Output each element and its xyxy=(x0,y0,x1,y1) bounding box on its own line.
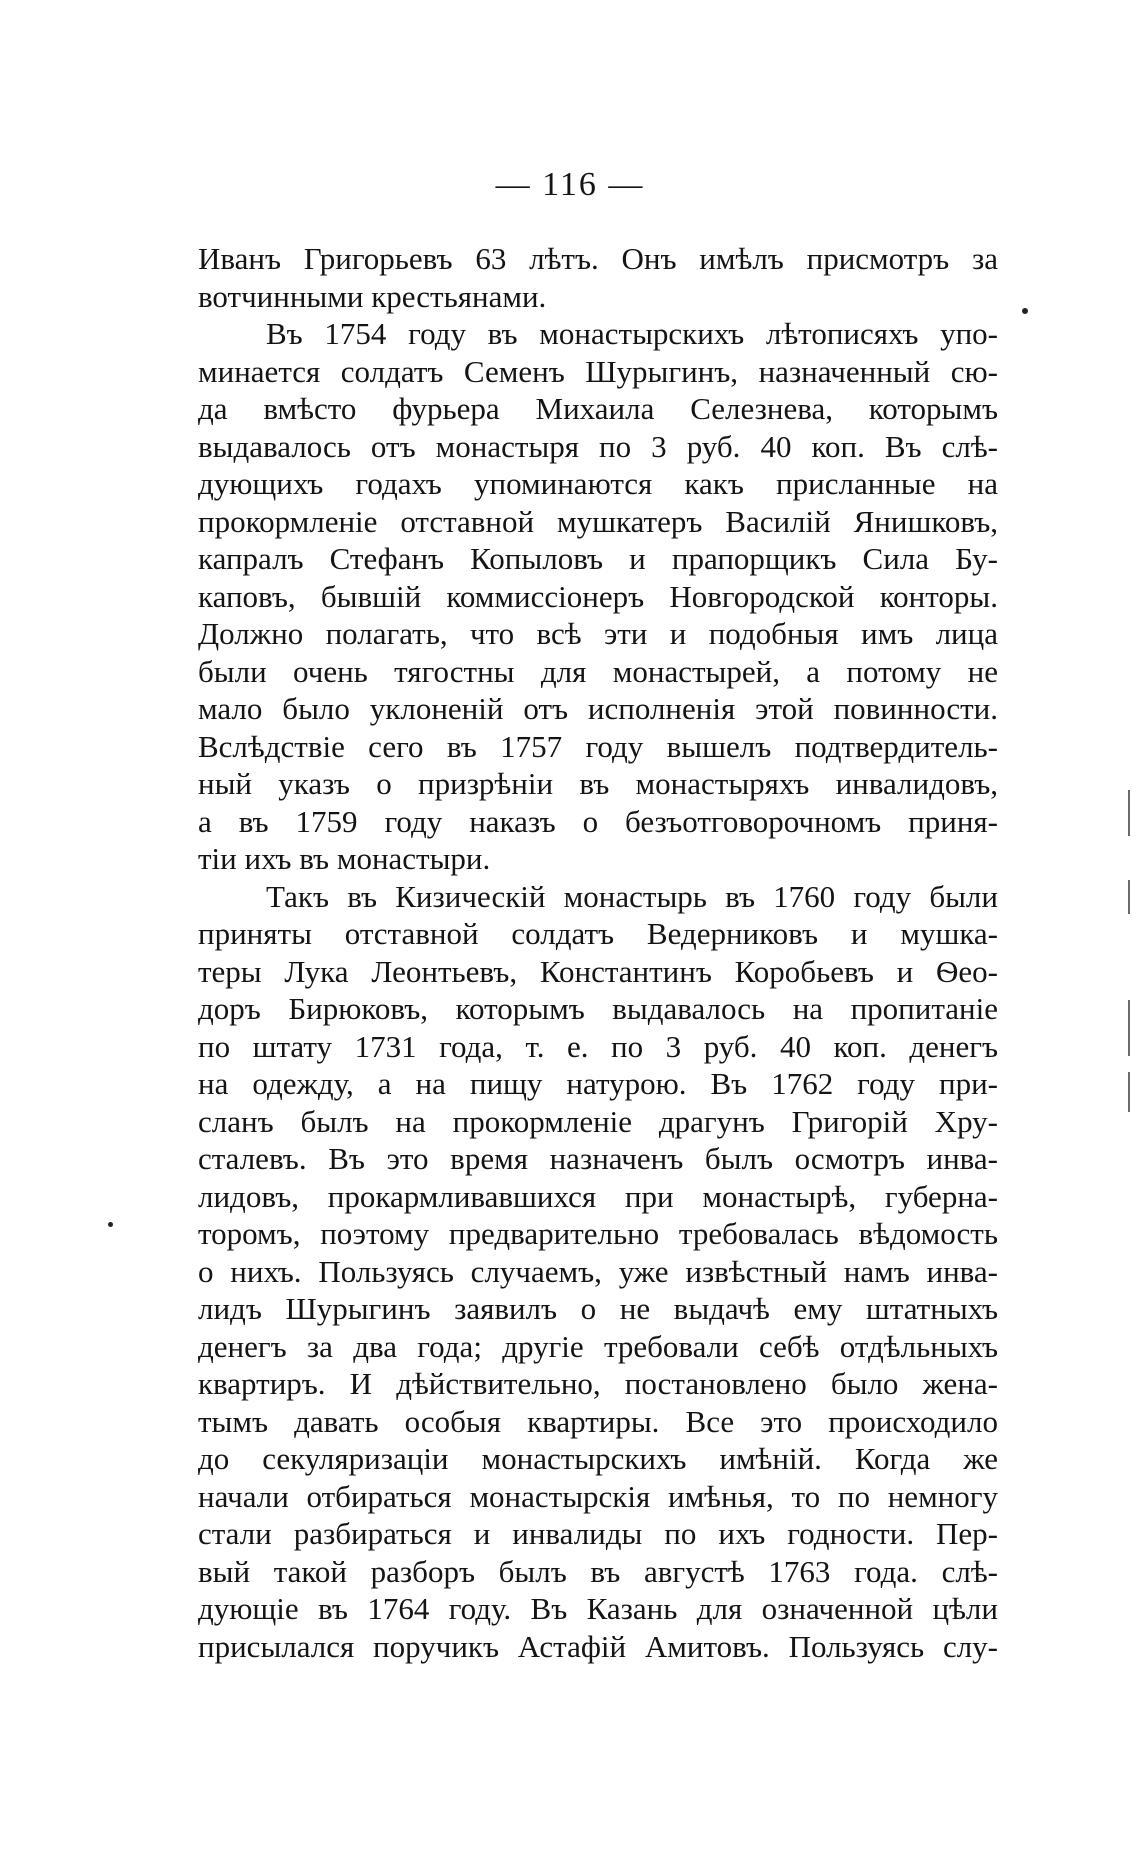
text-line: были очень тягостны для монастырей, а потому не xyxy=(198,653,998,689)
text-line: торомъ, поэтому предварительно требовалась вѣдомость xyxy=(198,1216,998,1251)
text-line: лидъ Шурыгинъ заявилъ о не выдачѣ ему штатныхъ xyxy=(198,1291,998,1326)
text-line: денегъ за два года; другіе требовали себѣ отдѣльныхъ xyxy=(198,1328,998,1364)
text-line: дующихъ годахъ упоминаются какъ присланные на xyxy=(198,466,998,501)
scan-edge-mark xyxy=(1128,1000,1130,1056)
text-line: квартиръ. И дѣйствительно, постановлено было жена- xyxy=(198,1366,998,1401)
text-line: дующіе въ 1764 году. Въ Казань для означенной цѣли xyxy=(198,1591,998,1626)
text-line: вый такой разборъ былъ въ августѣ 1763 года. слѣ- xyxy=(198,1553,998,1589)
scan-edge-mark xyxy=(1128,1072,1130,1112)
text-line: приняты отставной солдатъ Ведерниковъ и мушка- xyxy=(198,916,998,951)
text-line: тіи ихъ въ монастыри. xyxy=(198,841,491,876)
text-line: о нихъ. Пользуясь случаемъ, уже извѣстный намъ инва- xyxy=(198,1253,998,1289)
scan-speck xyxy=(1022,308,1028,314)
page-number: — 116 — xyxy=(495,166,645,203)
text-line: тымъ давать особыя квартиры. Все это происходило xyxy=(198,1403,998,1439)
text-line: ный указъ о призрѣніи въ монастыряхъ инвалидовъ, xyxy=(198,766,998,801)
text-line: стали разбираться и инвалиды по ихъ годности. Пер- xyxy=(198,1516,998,1551)
text-line: Должно полагать, что всѣ эти и подобныя имъ лица xyxy=(198,616,998,651)
text-line: на одежду, а на пищу натурою. Въ 1762 году при- xyxy=(198,1066,998,1101)
text-line: да вмѣсто фурьера Михаила Селезнева, которымъ xyxy=(198,391,998,426)
text-line: вотчинными крестьянами. xyxy=(198,278,547,314)
text-line: Вслѣдствіе сего въ 1757 году вышелъ подтвердитель- xyxy=(198,728,998,764)
text-line: мало было уклоненій отъ исполненія этой повинности. xyxy=(198,691,998,726)
text-line: каповъ, бывшій коммиссіонеръ Новгородской конторы. xyxy=(198,578,998,614)
text-line: минается солдатъ Семенъ Шурыгинъ, назначенный сю- xyxy=(198,353,998,389)
scan-speck xyxy=(108,1222,113,1227)
text-line: прокормленіе отставной мушкатеръ Василій Янишковъ, xyxy=(198,503,998,539)
paragraph-2 xyxy=(198,315,998,878)
text-line: начали отбираться монастырскія имѣнья, то по немногу xyxy=(198,1478,998,1514)
body-text xyxy=(198,240,998,1665)
text-line: выдавалось отъ монастыря по 3 руб. 40 коп. Въ слѣ- xyxy=(198,428,998,464)
text-line: сталевъ. Въ это время назначенъ былъ осмотръ инва- xyxy=(198,1141,998,1176)
text-line: Иванъ Григорьевъ 63 лѣтъ. Онъ имѣлъ присмотръ за xyxy=(198,241,998,276)
text-line: до секуляризаціи монастырскихъ имѣній. Когда же xyxy=(198,1441,998,1476)
paragraph-3 xyxy=(198,878,998,1666)
text-line: доръ Бирюковъ, которымъ выдавалось на пропитаніе xyxy=(198,991,998,1026)
text-line: капралъ Стефанъ Копыловъ и прапорщикъ Сила Бу- xyxy=(198,541,998,576)
text-line: лидовъ, прокармливавшихся при монастырѣ, губерна- xyxy=(198,1178,998,1214)
text-line: по штату 1731 года, т. е. по 3 руб. 40 коп. денегъ xyxy=(198,1028,998,1064)
scan-edge-mark xyxy=(1128,880,1130,914)
text-line: присылался поручикъ Астафій Амитовъ. Пользуясь слу- xyxy=(198,1628,998,1664)
text-line: а въ 1759 году наказъ о безъотговорочномъ приня- xyxy=(198,803,998,839)
text-line: сланъ былъ на прокормленіе драгунъ Григорій Хру- xyxy=(198,1103,998,1139)
text-line: теры Лука Леонтьевъ, Константинъ Коробьевъ и Ѳео- xyxy=(198,953,998,989)
paragraph-1 xyxy=(198,240,998,315)
text-line: Въ 1754 году въ монастырскихъ лѣтописяхъ упо- xyxy=(266,316,998,351)
text-line: Такъ въ Кизическій монастырь въ 1760 году были xyxy=(266,878,998,914)
scan-edge-mark xyxy=(1128,790,1130,836)
